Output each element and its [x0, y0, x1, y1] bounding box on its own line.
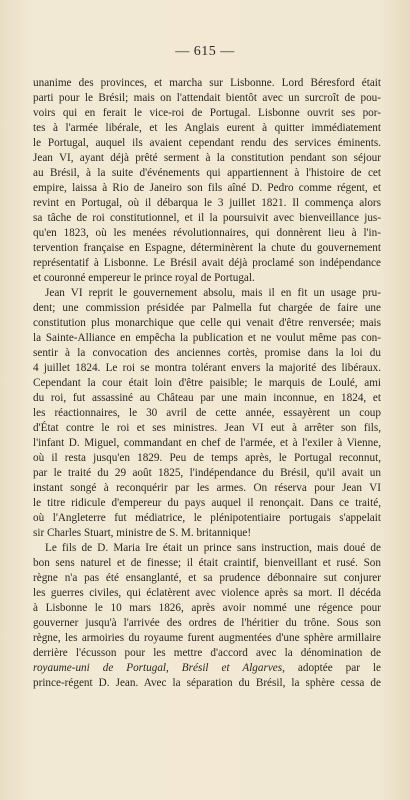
text-line — [33, 661, 381, 676]
text-line: sentir à la convocation des anciennes cortès, promise dans la loi du — [33, 347, 381, 359]
text-line: la Sainte-Alliance en empêcha la publication et ne voulut même pas con- — [33, 332, 381, 344]
text-line: tes à l'armée libérale, et les Anglais eurent à quitter immédiatement — [33, 122, 381, 134]
text-line: prince-régent D. Jean. Avec la séparation du Brésil, la sphère cessa de — [33, 677, 381, 689]
text-line: instant songé à reconquérir par les armes. On réserva pour Jean VI — [33, 482, 381, 494]
text-line: et couronné empereur le prince royal de Portugal. — [33, 272, 255, 284]
text-line: du roi, fut assassiné au Château par une main inconnue, en 1824, et — [33, 392, 381, 404]
text-line: revint en Portugal, où il débarqua le 3 juillet 1821. Il commença alors — [33, 197, 381, 209]
text-segment: , adoptée par le — [282, 662, 381, 674]
text-line: règne, les armoiries du royaume furent augmentées d'une sphère armillaire — [33, 632, 381, 644]
text-line: au Brésil, à la suite d'événements qui appartiennent à l'histoire de cet — [33, 167, 381, 179]
text-line: règne n'a pas été ensanglanté, et sa prudence débonnaire sut conjurer — [33, 572, 381, 584]
text-line: 4 juillet 1824. Le roi se montra tolérant envers la majorité des libéraux. — [33, 362, 381, 374]
text-line: Le fils de D. Maria Ire était un prince sans instruction, mais doué de — [45, 542, 381, 554]
text-line: gouverner jusqu'à l'arrivée des ordres de l'héritier du trône. Sous son — [33, 617, 381, 629]
text-line: sa tâche de roi constitutionnel, et il la poursuivit avec bienveillance jus- — [33, 212, 381, 224]
text-line: l'infant D. Miguel, commandant en chef de l'armée, et à l'exiler à Vienne, — [33, 437, 381, 449]
text-line: Jean VI, ayant déjà prêté serment à la constitution pendant son séjour — [33, 152, 381, 164]
text-line: qu'en 1823, où les menées révolutionnaires, qui donnèrent lieu à l'in- — [33, 227, 381, 239]
text-line: représentatif à Lisbonne. Le Brésil avait déjà proclamé son indépendance — [33, 257, 381, 269]
text-line: bon sens naturel et de finesse; il était craintif, bienveillant et rusé. Son — [33, 557, 381, 569]
text-line: empire, laissa à Rio de Janeiro son fils aîné D. Pedro comme régent, et — [33, 182, 381, 194]
text-line: Jean VI reprit le gouvernement absolu, mais il en fit un usage pru- — [45, 287, 381, 299]
text-line: d'État contre le roi et ses ministres. Jean VI eut à arrêter son fils, — [33, 422, 381, 434]
text-line: derrière l'écusson pour les mettre d'accord avec la dénomination de — [33, 647, 381, 659]
text-line: parti pour le Brésil; mais on l'attendait bientôt avec un surcroît de pou- — [33, 92, 381, 104]
text-line: unanime des provinces, et marcha sur Lisbonne. Lord Béresford était — [33, 77, 381, 89]
text-line: voirs qui en ferait le vice-roi de Portugal. Lisbonne ouvrit ses por- — [33, 107, 381, 119]
text-line: sir Charles Stuart, ministre de S. M. britannique! — [33, 527, 252, 539]
text-line: à Lisbonne le 10 mars 1826, après avoir nommé une régence pour — [33, 602, 381, 614]
text-line: Cependant la cour était loin d'être paisible; le marquis de Loulé, ami — [33, 377, 381, 389]
text-line: constitution plus monarchique que celle qui venait d'être renversée; mais — [33, 317, 381, 329]
text-line: le titre ridicule d'empereur du pays auquel il renonçait. Dans ce traité, — [33, 497, 381, 509]
text-line: les réactionnaires, le 30 avril de cette année, essayèrent un coup — [33, 407, 381, 419]
text-line: par le traité du 29 août 1825, l'indépendance du Brésil, qu'il avait un — [33, 467, 381, 479]
text-line: les guerres civiles, qui éclatèrent avec violence après sa mort. Il décéda — [33, 587, 381, 599]
body-text — [33, 76, 381, 691]
text-line: le Portugal, auquel ils avaient cependant rendu des services éminents. — [33, 137, 381, 149]
text-line: dent; une commission présidée par Palmella fut chargée de faire une — [33, 302, 381, 314]
text-line: où l'Angleterre fut médiatrice, le plénipotentiaire portugais s'appelait — [33, 512, 381, 524]
text-line: tervention française en Espagne, déterminèrent la chute du gouvernement — [33, 242, 381, 254]
italic-text: royaume-uni de Portugal, Brésil et Algarves — [33, 662, 283, 674]
page-number: — 615 — — [175, 44, 235, 59]
text-line: où il resta jusqu'en 1829. Peu de temps après, le Portugal reconnut, — [33, 452, 381, 464]
